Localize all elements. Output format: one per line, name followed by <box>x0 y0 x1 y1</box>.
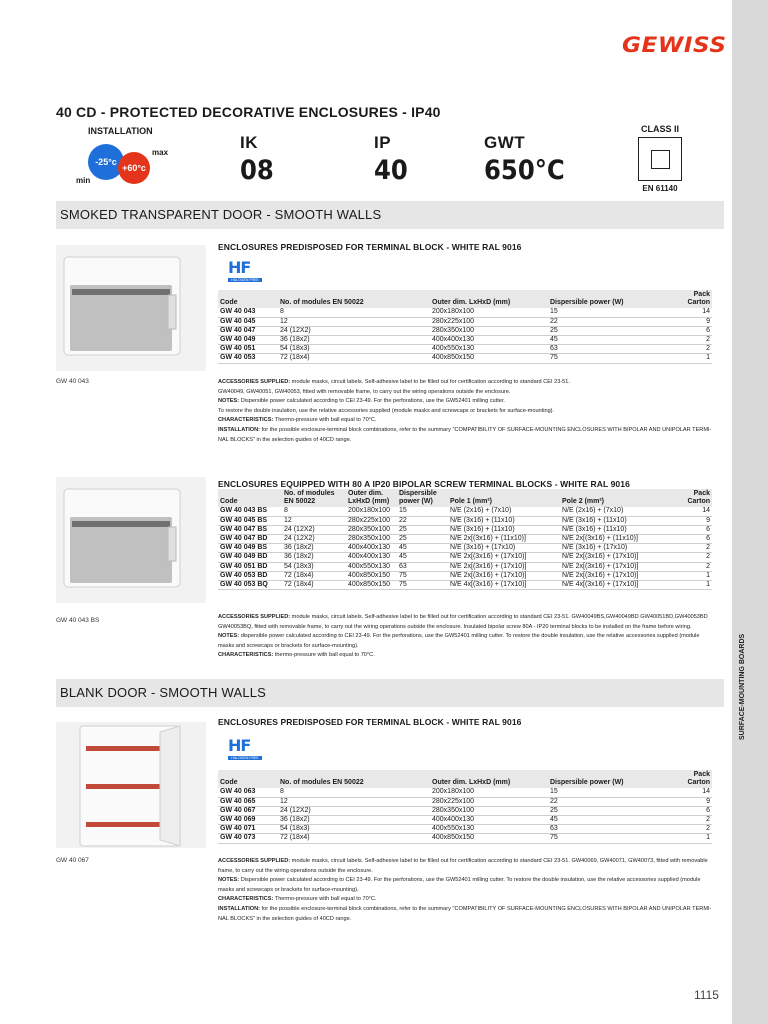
cell-code: GW 40 045 <box>218 317 278 326</box>
spec-ik <box>240 133 278 186</box>
col-pack: Pack Carton <box>668 770 712 788</box>
note-text: dispersible power calculated according to CEI 23-49. For the perforations, use the GW52401 milling cutter. To restore the double insulation, use the relative accessories supplied (module <box>239 633 700 640</box>
table-cell: 15 <box>397 507 448 516</box>
table-cell: N/E 2x[(3x16) + (11x10)] <box>560 535 672 544</box>
table-cell: 36 (18x2) <box>278 336 430 345</box>
table-row <box>218 788 712 797</box>
table-row <box>218 345 712 354</box>
note-line <box>218 895 722 905</box>
section-title: BLANK DOOR - SMOOTH WALLS <box>60 685 267 700</box>
table-cell: 280x350x100 <box>346 525 397 534</box>
cell-code: GW 40 043 BS <box>218 507 282 516</box>
note-text: masks and screwcaps or brackets for surface-mounting). <box>218 642 359 649</box>
table-cell: N/E (3x16) + (17x10) <box>560 544 672 553</box>
spec-label: IP <box>374 133 392 152</box>
note-line <box>218 436 722 446</box>
note-text: Thermo-pressure with ball equal to 70°C. <box>273 417 377 424</box>
table-cell: 400x850x150 <box>346 581 397 590</box>
table-cell: 280x225x100 <box>430 317 548 326</box>
note-text: module masks, circuit labels. Self-adhesive label to be filled out for certification according to standard CEI 23-51. <box>290 379 570 385</box>
class-ii-label: CLASS II <box>640 124 679 134</box>
table-cell: 200x180x100 <box>346 507 397 516</box>
note-text: To restore the double insulation, use the relative accessories supplied (module masks and screwcaps or brackets for surface-mounting). <box>218 407 555 414</box>
note-line <box>218 915 722 925</box>
table-row <box>218 571 712 580</box>
min-temp-badge: -25°c <box>88 144 124 180</box>
cell-code: GW 40 069 <box>218 816 278 825</box>
table-cell: N/E 2x[(3x16) + (17x10)] <box>448 562 560 571</box>
spec-gwt <box>484 133 574 186</box>
table-row <box>218 834 712 843</box>
notes-block <box>218 378 722 445</box>
table-cell: 54 (18x3) <box>282 562 346 571</box>
table-cell: 6 <box>672 525 712 534</box>
table-cell: N/E (2x16) + (7x10) <box>560 507 672 516</box>
section-header <box>56 679 724 707</box>
table-cell: 15 <box>548 788 668 797</box>
table-cell: 2 <box>668 816 712 825</box>
table-cell: 75 <box>397 581 448 590</box>
col-power: Dispersible power (W) <box>397 489 448 507</box>
col-dim: Outer dim. LxHxD (mm) <box>430 290 548 308</box>
table-subhead: ENCLOSURES PREDISPOSED FOR TERMINAL BLOCK - WHITE RAL 9016 <box>218 717 522 727</box>
table-cell: N/E (3x16) + (17x10) <box>448 544 560 553</box>
table-row <box>218 354 712 363</box>
table-row <box>218 553 712 562</box>
table-row <box>218 816 712 825</box>
table-cell: 8 <box>282 507 346 516</box>
cell-code: GW 40 067 <box>218 806 278 815</box>
table-cell: 6 <box>668 806 712 815</box>
note-text: for the possible enclosure-terminal block combinations, refer to the summary "COMPATIBILITY OF SURFACE-MOUNTING ENCLOSURES WITH BIPOLAR AND UNIPOLAR TERMI- <box>260 426 712 433</box>
col-pole2: Pole 2 (mm²) <box>560 489 672 507</box>
table-cell: 72 (18x4) <box>278 354 430 363</box>
cell-code: GW 40 049 BD <box>218 553 282 562</box>
spec-value: 650°C <box>484 155 565 186</box>
table-cell: 22 <box>548 317 668 326</box>
image-caption: GW 40 043 BS <box>56 617 100 624</box>
note-text: module masks, circuit labels. Self-adhesive label to be filled out for certification according to standard CEI 23-51. GW40069, GW40071, GW40073, fitted with removable <box>290 858 708 864</box>
table-cell: 24 (12X2) <box>278 806 430 815</box>
col-dim: Outer dim. LxHxD (mm) <box>430 770 548 788</box>
col-pack: Pack Carton <box>668 290 712 308</box>
installation-label: INSTALLATION <box>88 126 153 136</box>
table-cell: 400x850x150 <box>346 571 397 580</box>
note-key: NOTES: <box>218 398 240 405</box>
table-cell: 45 <box>397 553 448 562</box>
table-cell: N/E 2x[(3x16) + (17x10)] <box>560 553 672 562</box>
notes-block <box>218 613 722 661</box>
table-cell: 25 <box>397 535 448 544</box>
note-line <box>218 886 722 896</box>
col-pole1: Pole 1 (mm²) <box>448 489 560 507</box>
table-row <box>218 525 712 534</box>
table-cell: 63 <box>548 825 668 834</box>
note-text: NAL BLOCKS" in the selection guides of 40CD range. <box>218 436 352 443</box>
cell-code: GW 40 073 <box>218 834 278 843</box>
cell-code: GW 40 045 BS <box>218 516 282 525</box>
table-cell: 6 <box>668 326 712 335</box>
halogen-free-logo <box>228 737 262 767</box>
notes-block <box>218 857 722 924</box>
note-key: CHARACTERISTICS: <box>218 417 274 424</box>
image-caption: GW 40 067 <box>56 857 89 864</box>
table-cell: 72 (18x4) <box>282 581 346 590</box>
table-cell: 400x550x130 <box>430 345 548 354</box>
note-text: Thermo-pressure with ball equal to 70°C. <box>273 896 377 903</box>
table-row <box>218 581 712 590</box>
col-modules: No. of modules EN 50022 <box>278 770 430 788</box>
table-cell: 400x550x130 <box>430 825 548 834</box>
table-cell: N/E 4x[(3x16) + (17x10)] <box>560 581 672 590</box>
product-image <box>56 477 206 603</box>
table-cell: 63 <box>548 345 668 354</box>
note-key: INSTALLATION: <box>218 426 261 433</box>
note-text: GW40049, GW40051, GW40053, fitted with removable frame, to carry out the wiring operations outside the enclosure. <box>218 388 511 395</box>
col-code: Code <box>218 770 278 788</box>
table-cell: N/E (3x16) + (11x10) <box>560 516 672 525</box>
note-text: frame, to carry out the wiring operations outside the enclosure. <box>218 867 373 874</box>
spec-value: 40 <box>374 155 408 186</box>
section-title: SMOKED TRANSPARENT DOOR - SMOOTH WALLS <box>60 207 382 222</box>
note-line <box>218 397 722 407</box>
note-text: for the possible enclosure-terminal block combinations, refer to the summary "COMPATIBILITY OF SURFACE-MOUNTING ENCLOSURES WITH BIPOLAR AND UNIPOLAR TERMI- <box>260 905 712 912</box>
table-cell: 2 <box>672 562 712 571</box>
table-cell: 15 <box>548 308 668 317</box>
table-cell: 8 <box>278 308 430 317</box>
brand-logo: GEWISS <box>622 33 727 57</box>
table-row <box>218 535 712 544</box>
table-cell: 280x225x100 <box>346 516 397 525</box>
table-row <box>218 806 712 815</box>
table-cell: 2 <box>668 825 712 834</box>
table-cell: 72 (18x4) <box>278 834 430 843</box>
table-cell: N/E (3x16) + (11x10) <box>560 525 672 534</box>
table-subhead: ENCLOSURES EQUIPPED WITH 80 A IP20 BIPOLAR SCREW TERMINAL BLOCKS - WHITE RAL 9016 <box>218 479 630 489</box>
col-power: Dispersible power (W) <box>548 290 668 308</box>
table-cell: 75 <box>548 354 668 363</box>
table-cell: 36 (18x2) <box>282 544 346 553</box>
table-cell: N/E (2x16) + (7x10) <box>448 507 560 516</box>
note-key: NOTES: <box>218 633 240 640</box>
product-image <box>56 722 206 848</box>
spec-value: 08 <box>240 155 274 186</box>
table-cell: 2 <box>668 336 712 345</box>
table-cell: 8 <box>278 788 430 797</box>
note-line <box>218 651 722 661</box>
table-cell: 22 <box>397 516 448 525</box>
table-row <box>218 562 712 571</box>
cell-code: GW 40 047 BD <box>218 535 282 544</box>
cell-code: GW 40 051 <box>218 345 278 354</box>
note-key: CHARACTERISTICS: <box>218 896 274 903</box>
col-pack: Pack Carton <box>672 489 712 507</box>
cell-code: GW 40 047 <box>218 326 278 335</box>
col-code: Code <box>218 290 278 308</box>
table-cell: 75 <box>397 571 448 580</box>
cell-code: GW 40 049 BS <box>218 544 282 553</box>
table-cell: N/E (3x16) + (11x10) <box>448 525 560 534</box>
enclosure-illustration <box>56 245 206 371</box>
table-cell: 45 <box>548 336 668 345</box>
note-line <box>218 857 722 867</box>
table-cell: 75 <box>548 834 668 843</box>
table-cell: 12 <box>278 317 430 326</box>
table-cell: 12 <box>282 516 346 525</box>
note-line <box>218 378 722 388</box>
cell-code: GW 40 053 <box>218 354 278 363</box>
note-text: Dispersible power calculated according to CEI 23-49. For the perforations, use the GW52401 milling cutter. <box>239 398 505 405</box>
note-line <box>218 388 722 398</box>
halogen-free-logo <box>228 259 262 289</box>
table-cell: N/E 2x[(3x16) + (17x10)] <box>448 571 560 580</box>
table-cell: 63 <box>397 562 448 571</box>
table-cell: N/E 2x[(3x16) + (17x10)] <box>448 553 560 562</box>
col-dim: Outer dim. LxHxD (mm) <box>346 489 397 507</box>
note-text: GW40053BQ, fitted with removable frame, to carry out the wiring operations outside the enclosure. Insulated bipolar screw 80A - IP20 terminal blocks to be installed on the frame before wiring. <box>218 623 692 630</box>
side-tab-bar <box>732 0 768 1024</box>
table-row <box>218 797 712 806</box>
product-table <box>218 489 712 590</box>
table-cell: 400x400x130 <box>430 336 548 345</box>
note-text: masks and screwcaps or brackets for surface-mounting). <box>218 886 359 893</box>
table-cell: N/E 2x[(3x16) + (17x10)] <box>560 562 672 571</box>
note-line <box>218 632 722 642</box>
col-power: Dispersible power (W) <box>548 770 668 788</box>
cell-code: GW 40 063 <box>218 788 278 797</box>
cell-code: GW 40 071 <box>218 825 278 834</box>
image-caption: GW 40 043 <box>56 378 89 385</box>
table-cell: N/E (3x16) + (11x10) <box>448 516 560 525</box>
col-code: Code <box>218 489 282 507</box>
table-cell: 14 <box>668 308 712 317</box>
cell-code: GW 40 043 <box>218 308 278 317</box>
table-cell: 24 (12X2) <box>278 326 430 335</box>
note-key: CHARACTERISTICS: <box>218 652 274 659</box>
spec-label: IK <box>240 133 258 152</box>
cell-code: GW 40 053 BD <box>218 571 282 580</box>
table-row <box>218 507 712 516</box>
table-cell: 25 <box>548 326 668 335</box>
table-cell: 9 <box>668 797 712 806</box>
table-cell: 36 (18x2) <box>282 553 346 562</box>
table-cell: 1 <box>668 354 712 363</box>
page-number: 1115 <box>694 988 719 1002</box>
enclosure-illustration <box>56 477 206 603</box>
max-label: max <box>152 148 169 157</box>
table-row <box>218 326 712 335</box>
table-cell: 54 (18x3) <box>278 825 430 834</box>
product-image <box>56 245 206 371</box>
cell-code: GW 40 049 <box>218 336 278 345</box>
note-text: Dispersible power calculated according to CEI 23-49. For the perforations, use the GW52401 milling cutter. To restore the double insulation, use the relative accessories supplied (module <box>239 877 701 884</box>
note-line <box>218 416 722 426</box>
spec-label: GWT <box>484 133 526 152</box>
note-line <box>218 867 722 877</box>
table-cell: 2 <box>672 553 712 562</box>
table-cell: 400x400x130 <box>346 553 397 562</box>
note-key: ACCESSORIES SUPPLIED: <box>218 858 291 864</box>
spec-ip <box>374 133 412 186</box>
table-cell: 400x850x150 <box>430 354 548 363</box>
table-cell: 25 <box>548 806 668 815</box>
table-row <box>218 544 712 553</box>
max-temp-badge: +60°c <box>118 152 150 184</box>
side-tab-label: SURFACE-MOUNTING BOARDS <box>739 633 746 740</box>
table-cell: 400x400x130 <box>430 816 548 825</box>
table-cell: 200x180x100 <box>430 308 548 317</box>
table-cell: 1 <box>672 571 712 580</box>
note-text: NAL BLOCKS" in the selection guides of 40CD range. <box>218 915 352 922</box>
hf-text: HF <box>228 736 251 755</box>
table-cell: 9 <box>672 516 712 525</box>
note-text: module masks, circuit labels. Self-adhesive label to be filled out for certification according to standard CEI 23-51. GW40049BS,GW40049BD GW40051BD,GW40053BD <box>290 614 708 620</box>
table-row <box>218 336 712 345</box>
table-row <box>218 317 712 326</box>
table-cell: 1 <box>672 581 712 590</box>
section-header <box>56 201 724 229</box>
table-subhead: ENCLOSURES PREDISPOSED FOR TERMINAL BLOCK - WHITE RAL 9016 <box>218 242 522 252</box>
note-line <box>218 642 722 652</box>
table-cell: 14 <box>668 788 712 797</box>
note-key: INSTALLATION: <box>218 905 261 912</box>
col-modules: No. of modules EN 50022 <box>282 489 346 507</box>
table-cell: 280x350x100 <box>430 806 548 815</box>
table-cell: 280x350x100 <box>430 326 548 335</box>
table-cell: 72 (18x4) <box>282 571 346 580</box>
note-line <box>218 426 722 436</box>
min-label: min <box>76 176 91 185</box>
note-line <box>218 623 722 633</box>
table-cell: 45 <box>548 816 668 825</box>
note-key: NOTES: <box>218 877 240 884</box>
table-row <box>218 308 712 317</box>
note-line <box>218 613 722 623</box>
table-cell: N/E 2x[(3x16) + (17x10)] <box>560 571 672 580</box>
product-table <box>218 290 712 364</box>
hf-subtext: HALOGEN FREE <box>228 756 262 760</box>
table-cell: 24 (12X2) <box>282 535 346 544</box>
table-cell: N/E 4x[(3x16) + (17x10)] <box>448 581 560 590</box>
class-ii-standard: EN 61140 <box>642 184 678 193</box>
note-key: ACCESSORIES SUPPLIED: <box>218 614 291 620</box>
cell-code: GW 40 053 BQ <box>218 581 282 590</box>
class-ii-mark <box>636 124 684 193</box>
cell-code: GW 40 051 BD <box>218 562 282 571</box>
table-cell: 2 <box>668 345 712 354</box>
table-cell: 400x550x130 <box>346 562 397 571</box>
note-line <box>218 876 722 886</box>
table-cell: 54 (18x3) <box>278 345 430 354</box>
table-cell: 45 <box>397 544 448 553</box>
table-cell: 12 <box>278 797 430 806</box>
cell-code: GW 40 065 <box>218 797 278 806</box>
cell-code: GW 40 047 BS <box>218 525 282 534</box>
table-cell: 2 <box>672 544 712 553</box>
table-cell: 400x400x130 <box>346 544 397 553</box>
table-cell: 22 <box>548 797 668 806</box>
table-cell: 24 (12X2) <box>282 525 346 534</box>
product-table <box>218 770 712 844</box>
double-square-icon <box>638 137 682 181</box>
table-row <box>218 516 712 525</box>
note-line <box>218 905 722 915</box>
table-row <box>218 825 712 834</box>
note-text: thermo-pressure with ball equal to 70°C. <box>273 652 375 659</box>
temperature-icon <box>60 136 180 192</box>
table-cell: 200x180x100 <box>430 788 548 797</box>
table-cell: 36 (18x2) <box>278 816 430 825</box>
enclosure-illustration <box>56 722 206 848</box>
hf-subtext: HALOGEN FREE <box>228 278 262 282</box>
note-line <box>218 407 722 417</box>
hf-text: HF <box>228 258 251 277</box>
table-cell: 14 <box>672 507 712 516</box>
col-modules: No. of modules EN 50022 <box>278 290 430 308</box>
page-title: 40 CD - PROTECTED DECORATIVE ENCLOSURES - IP40 <box>56 104 441 120</box>
table-cell: 400x850x150 <box>430 834 548 843</box>
note-key: ACCESSORIES SUPPLIED: <box>218 379 291 385</box>
table-cell: N/E 2x[(3x16) + (11x10)] <box>448 535 560 544</box>
table-cell: 280x350x100 <box>346 535 397 544</box>
table-cell: 9 <box>668 317 712 326</box>
table-cell: 280x225x100 <box>430 797 548 806</box>
table-cell: 25 <box>397 525 448 534</box>
table-cell: 1 <box>668 834 712 843</box>
table-cell: 6 <box>672 535 712 544</box>
